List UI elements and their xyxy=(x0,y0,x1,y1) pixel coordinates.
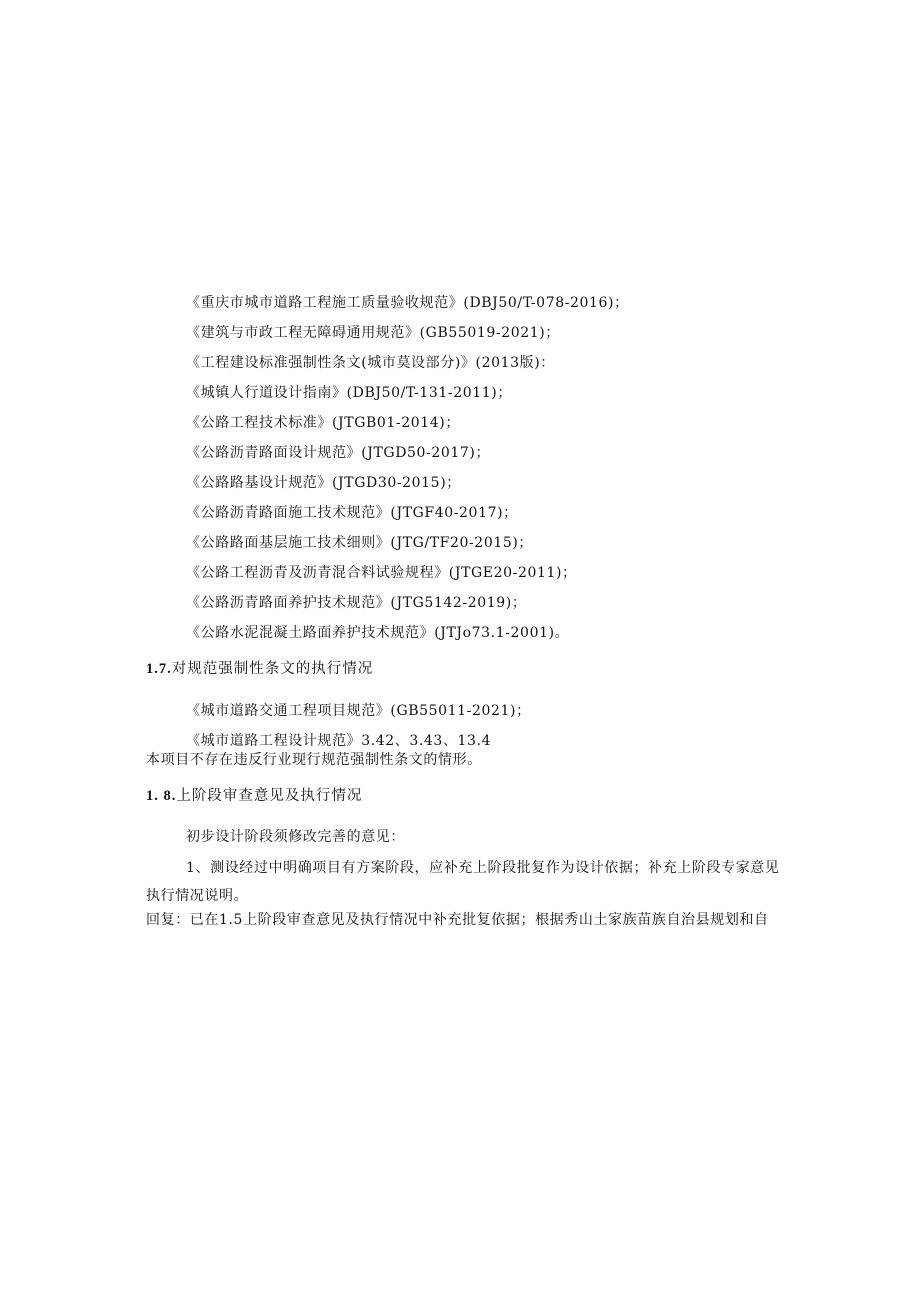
list-item: 《公路路基设计规范》(JTGD30-2015)； xyxy=(186,475,461,491)
list-item: 《城市道路交通工程项目规范》(GB55011-2021)； xyxy=(186,703,531,719)
section-heading-1-8 xyxy=(146,787,362,805)
list-item: 《工程建设标准强制性条文(城市莫设部分)》(2013版)： xyxy=(186,355,555,371)
section-number: 1. 8. xyxy=(146,788,177,804)
list-item: 《城镇人行道设计指南》(DBJ50/T-131-2011)； xyxy=(186,385,512,401)
list-item: 《公路沥青路面养护技术规范》(JTG5142-2019)； xyxy=(186,595,527,611)
list-item: 《公路水泥混凝土路面养护技术规范》(JTJo73.1-2001)。 xyxy=(186,625,570,641)
list-item: 《公路路面基层施工技术细则》(JTG/TF20-2015)； xyxy=(186,535,533,551)
list-item: 《公路沥青路面设计规范》(JTGD50-2017)； xyxy=(186,445,491,461)
section-title: 上阶段审查意见及执行情况 xyxy=(176,788,363,804)
compliance-statement: 本项目不存在违反行业现行规范强制性条文的情形。 xyxy=(146,752,482,768)
list-item: 《公路工程技术标准》(JTGB01-2014)； xyxy=(186,415,460,431)
review-item-1: 1、测设经过中明确项目有方案阶段，应补充上阶段批复作为设计依据；补充上阶段专家意见 xyxy=(186,860,780,876)
section-heading-1-7 xyxy=(146,660,373,678)
list-item: 《城市道路工程设计规范》3.42、3.43、13.4 xyxy=(186,733,492,749)
list-item: 《公路沥青路面施工技术规范》(JTGF40-2017)； xyxy=(186,505,518,521)
section-title: 对规范强制性条文的执行情况 xyxy=(171,661,374,677)
review-intro: 初步设计阶段须修改完善的意见： xyxy=(186,829,405,845)
review-item-1-continuation: 执行情况说明。 xyxy=(146,888,249,904)
list-item: 《公路工程沥青及沥青混合料试验规程》(JTGE20-2011)； xyxy=(186,565,577,581)
review-reply: 回复：已在1.5上阶段审查意见及执行情况中补充批复依据；根据秀山土家族苗族自治县规划和自 xyxy=(146,912,769,928)
list-item: 《重庆市城市道路工程施工质量验收规范》(DBJ50/T-078-2016)； xyxy=(186,295,629,311)
list-item: 《建筑与市政工程无障碍通用规范》(GB55019-2021)； xyxy=(186,325,560,341)
section-number: 1.7. xyxy=(146,661,172,677)
